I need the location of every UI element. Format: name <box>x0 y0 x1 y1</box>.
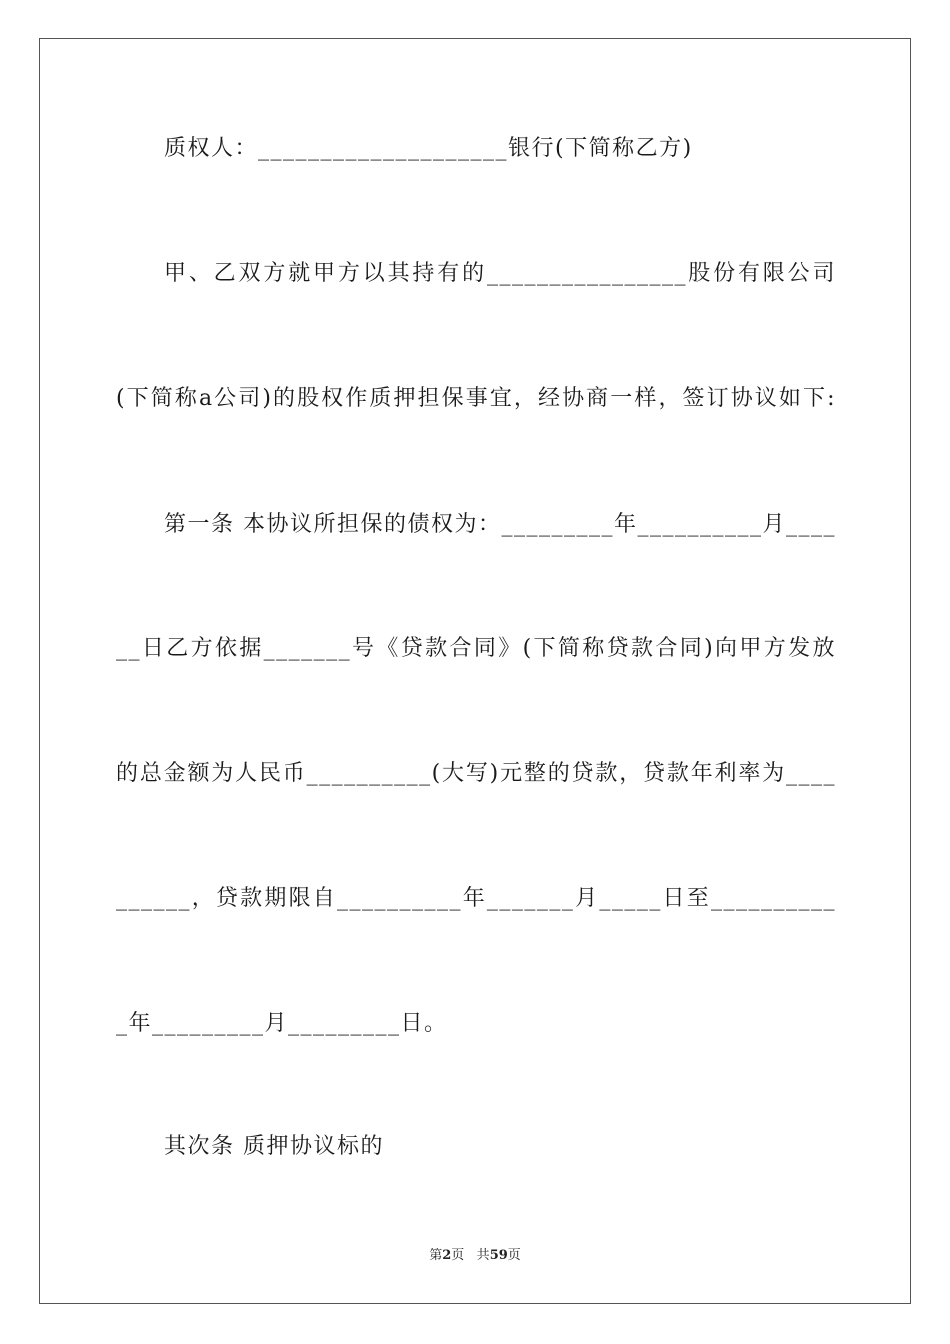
page-frame <box>39 38 911 1304</box>
footer-total-pages: 59 <box>489 1248 508 1263</box>
article-1-line-3: 的总金额为人民币__________(大写)元整的贷款，贷款年利率为____ <box>116 761 836 786</box>
article-1-line-1: 第一条 本协议所担保的债权为：_________年__________月____ <box>164 512 836 537</box>
page-footer <box>0 1247 950 1265</box>
intro-line-1: 甲、乙双方就甲方以其持有的________________股份有限公司 <box>164 261 836 286</box>
article-2-heading: 其次条 质押协议标的 <box>164 1134 384 1159</box>
intro-line-2: (下简称a公司)的股权作质押担保事宜，经协商一样，签订协议如下: <box>116 386 836 411</box>
article-1-line-2: __日乙方依据_______号《贷款合同》(下简称贷款合同)向甲方发放 <box>116 636 836 661</box>
pledgee-line: 质权人：____________________银行(下简称乙方) <box>164 136 693 161</box>
footer-page-suffix: 页 <box>451 1248 465 1263</box>
article-1-line-5: _年_________月_________日。 <box>116 1011 448 1036</box>
footer-page-prefix: 第 <box>429 1248 443 1263</box>
footer-total-prefix: 共 <box>476 1248 490 1263</box>
article-1-line-4: ______，贷款期限自__________年_______月_____日至__________ <box>116 886 836 911</box>
footer-total-suffix: 页 <box>507 1248 521 1263</box>
footer-page-number: 2 <box>442 1248 452 1263</box>
